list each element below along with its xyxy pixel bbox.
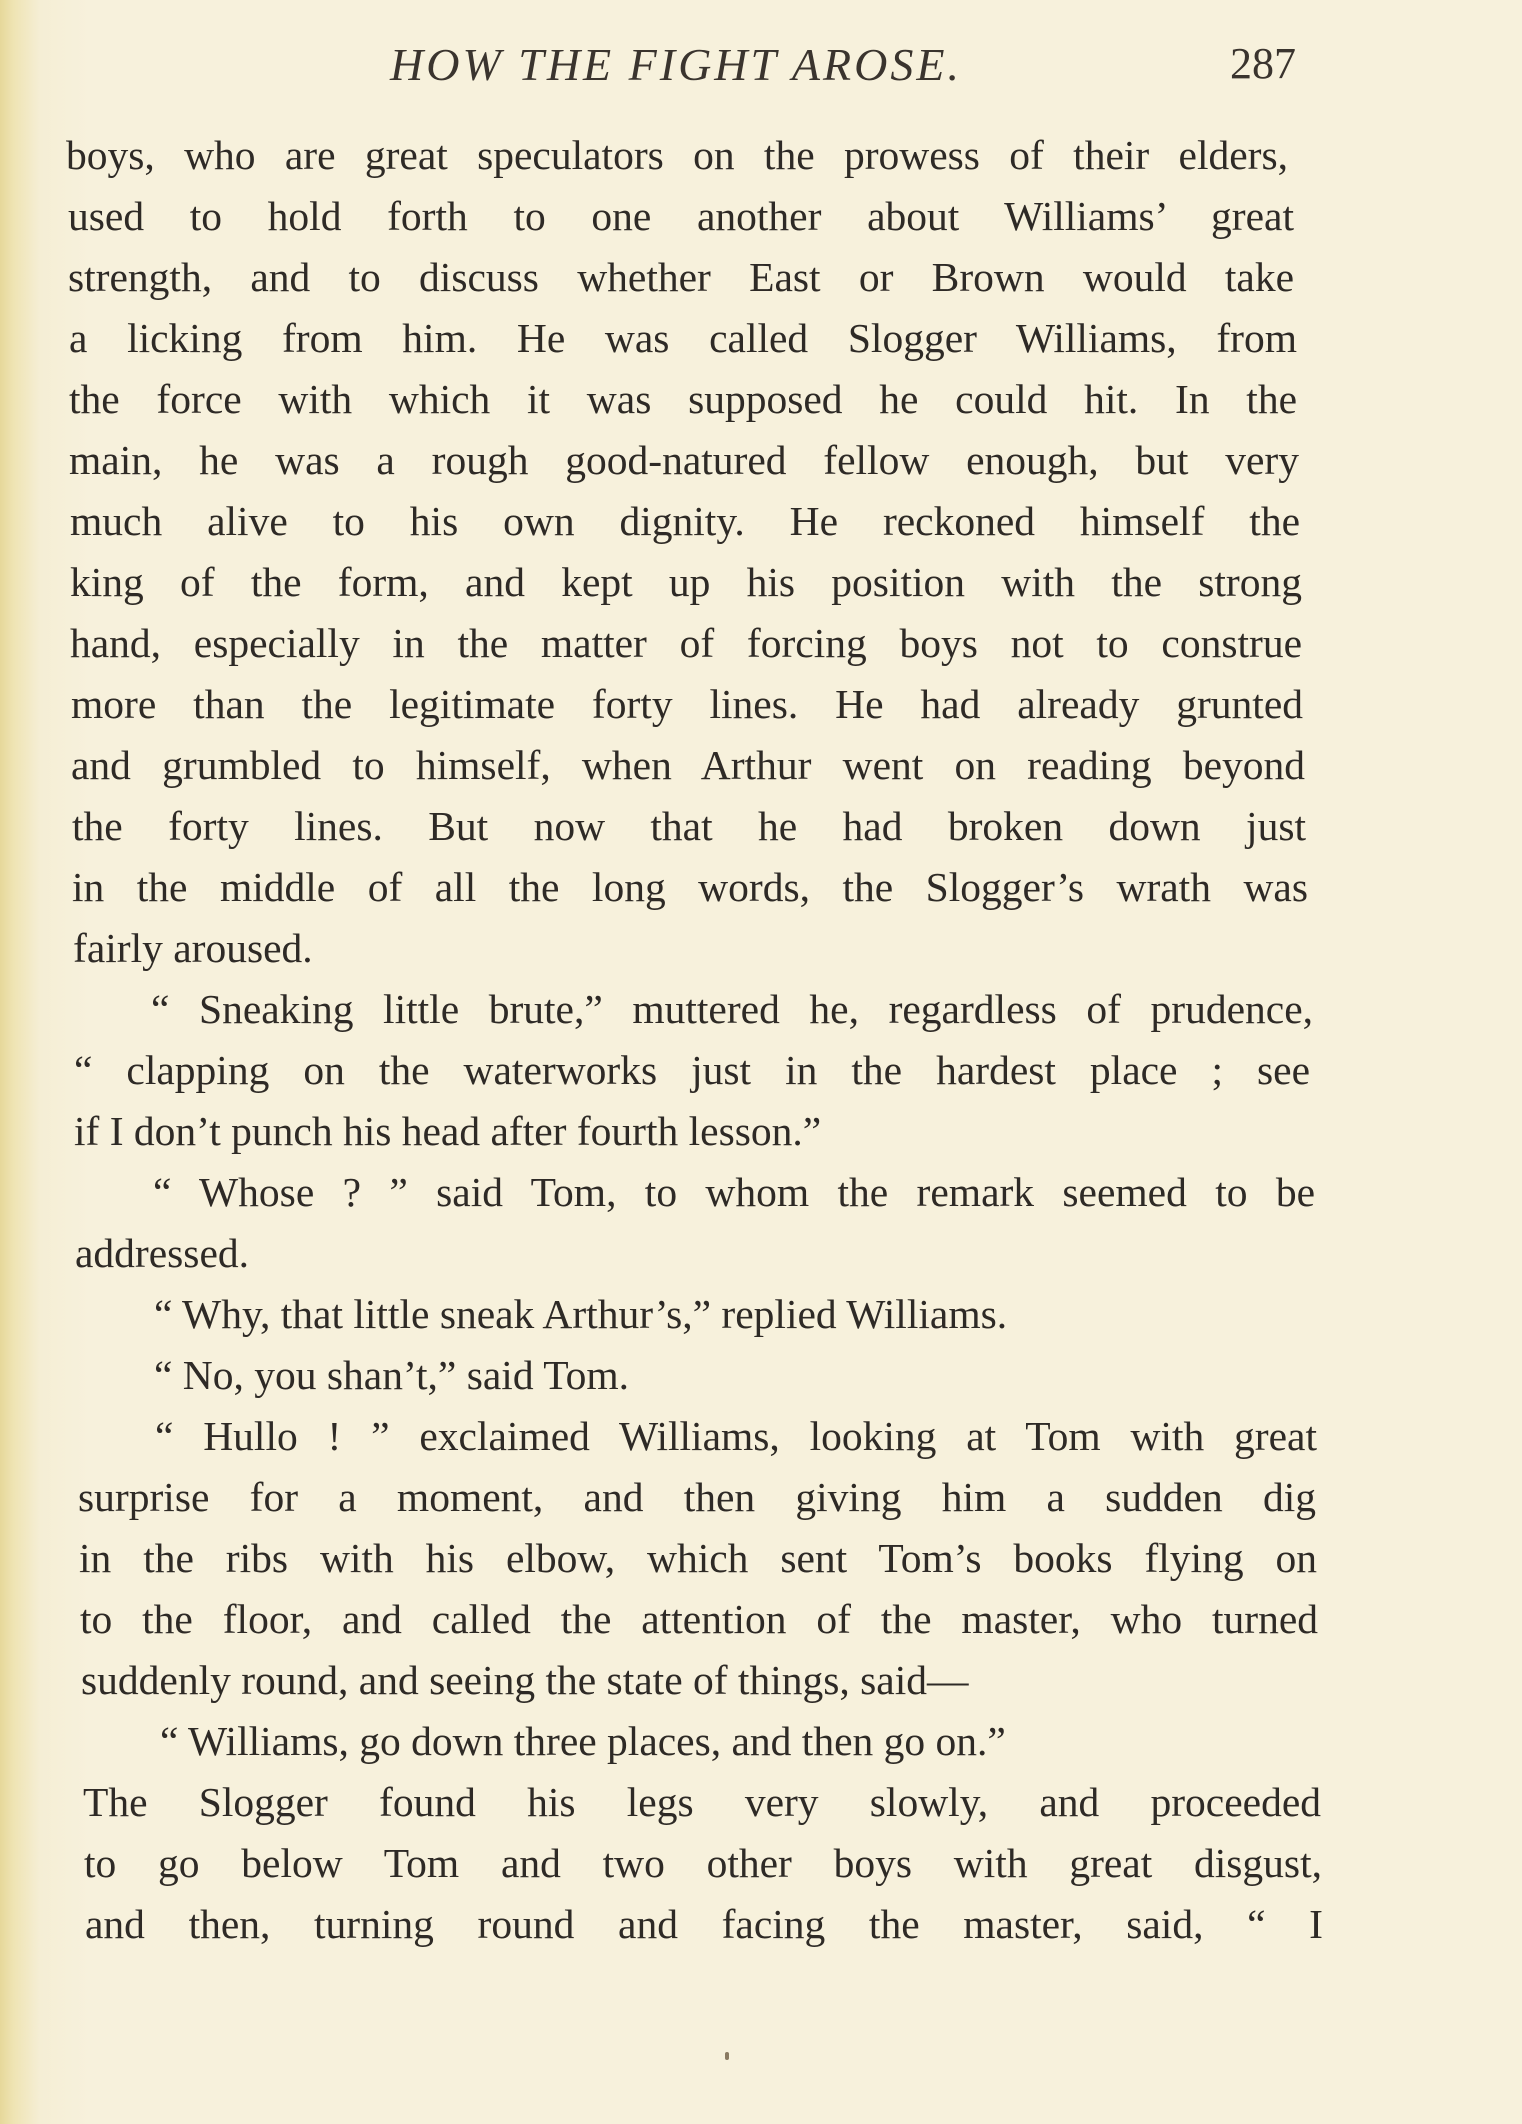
text-line: “ Whose ? ” said Tom, to whom the remark seemed to be bbox=[153, 1169, 1315, 1215]
text-line: if I don’t punch his head after fourth lesson.” bbox=[74, 1108, 822, 1154]
text-line: much alive to his own dignity. He reckoned himself the bbox=[70, 498, 1300, 544]
text-line: more than the legitimate forty lines. He had already grunted bbox=[71, 681, 1303, 727]
running-title: HOW THE FIGHT AROSE. bbox=[390, 39, 962, 90]
text-line: and then, turning round and facing the master, said, “ I bbox=[85, 1901, 1323, 1947]
text-line: the forty lines. But now that he had broken down just bbox=[72, 803, 1306, 849]
text-line: fairly aroused. bbox=[73, 925, 313, 971]
body-text bbox=[66, 124, 1323, 2004]
text-line: and grumbled to himself, when Arthur went on reading beyond bbox=[71, 742, 1305, 788]
text-line: the force with which it was supposed he could hit. In the bbox=[69, 376, 1297, 422]
text-line: addressed. bbox=[75, 1230, 250, 1276]
print-speck bbox=[725, 2052, 729, 2060]
text-line: “ Hullo ! ” exclaimed Williams, looking at Tom with great bbox=[155, 1413, 1317, 1459]
text-line: hand, especially in the matter of forcing boys not to construe bbox=[70, 620, 1302, 666]
page-number: 287 bbox=[1230, 39, 1296, 88]
text-line: to the floor, and called the attention of the master, who turned bbox=[80, 1596, 1318, 1642]
text-line: The Slogger found his legs very slowly, and proceeded bbox=[83, 1779, 1321, 1825]
text-line: to go below Tom and two other boys with great disgust, bbox=[84, 1840, 1322, 1886]
text-line: used to hold forth to one another about Williams’ great bbox=[68, 193, 1294, 239]
text-line: “ Williams, go down three places, and then go on.” bbox=[160, 1718, 1006, 1764]
text-line: in the middle of all the long words, the Slogger’s wrath was bbox=[72, 864, 1308, 910]
text-line: “ No, you shan’t,” said Tom. bbox=[154, 1352, 630, 1398]
text-line: “ Why, that little sneak Arthur’s,” replied Williams. bbox=[154, 1291, 1008, 1337]
text-line: main, he was a rough good-natured fellow enough, but very bbox=[69, 437, 1299, 483]
text-line: in the ribs with his elbow, which sent Tom’s books flying on bbox=[79, 1535, 1317, 1581]
text-line: boys, who are great speculators on the prowess of their elders, bbox=[66, 132, 1288, 178]
text-line: a licking from him. He was called Slogger Williams, from bbox=[69, 315, 1297, 361]
text-line: surprise for a moment, and then giving him a sudden dig bbox=[78, 1474, 1316, 1520]
text-line: “ clapping on the waterworks just in the hardest place ; see bbox=[74, 1047, 1310, 1093]
text-line: strength, and to discuss whether East or Brown would take bbox=[68, 254, 1294, 300]
text-line: suddenly round, and seeing the state of things, said— bbox=[81, 1657, 969, 1703]
text-line: “ Sneaking little brute,” muttered he, regardless of prudence, bbox=[151, 986, 1313, 1032]
text-line: king of the form, and kept up his position with the strong bbox=[70, 559, 1302, 605]
